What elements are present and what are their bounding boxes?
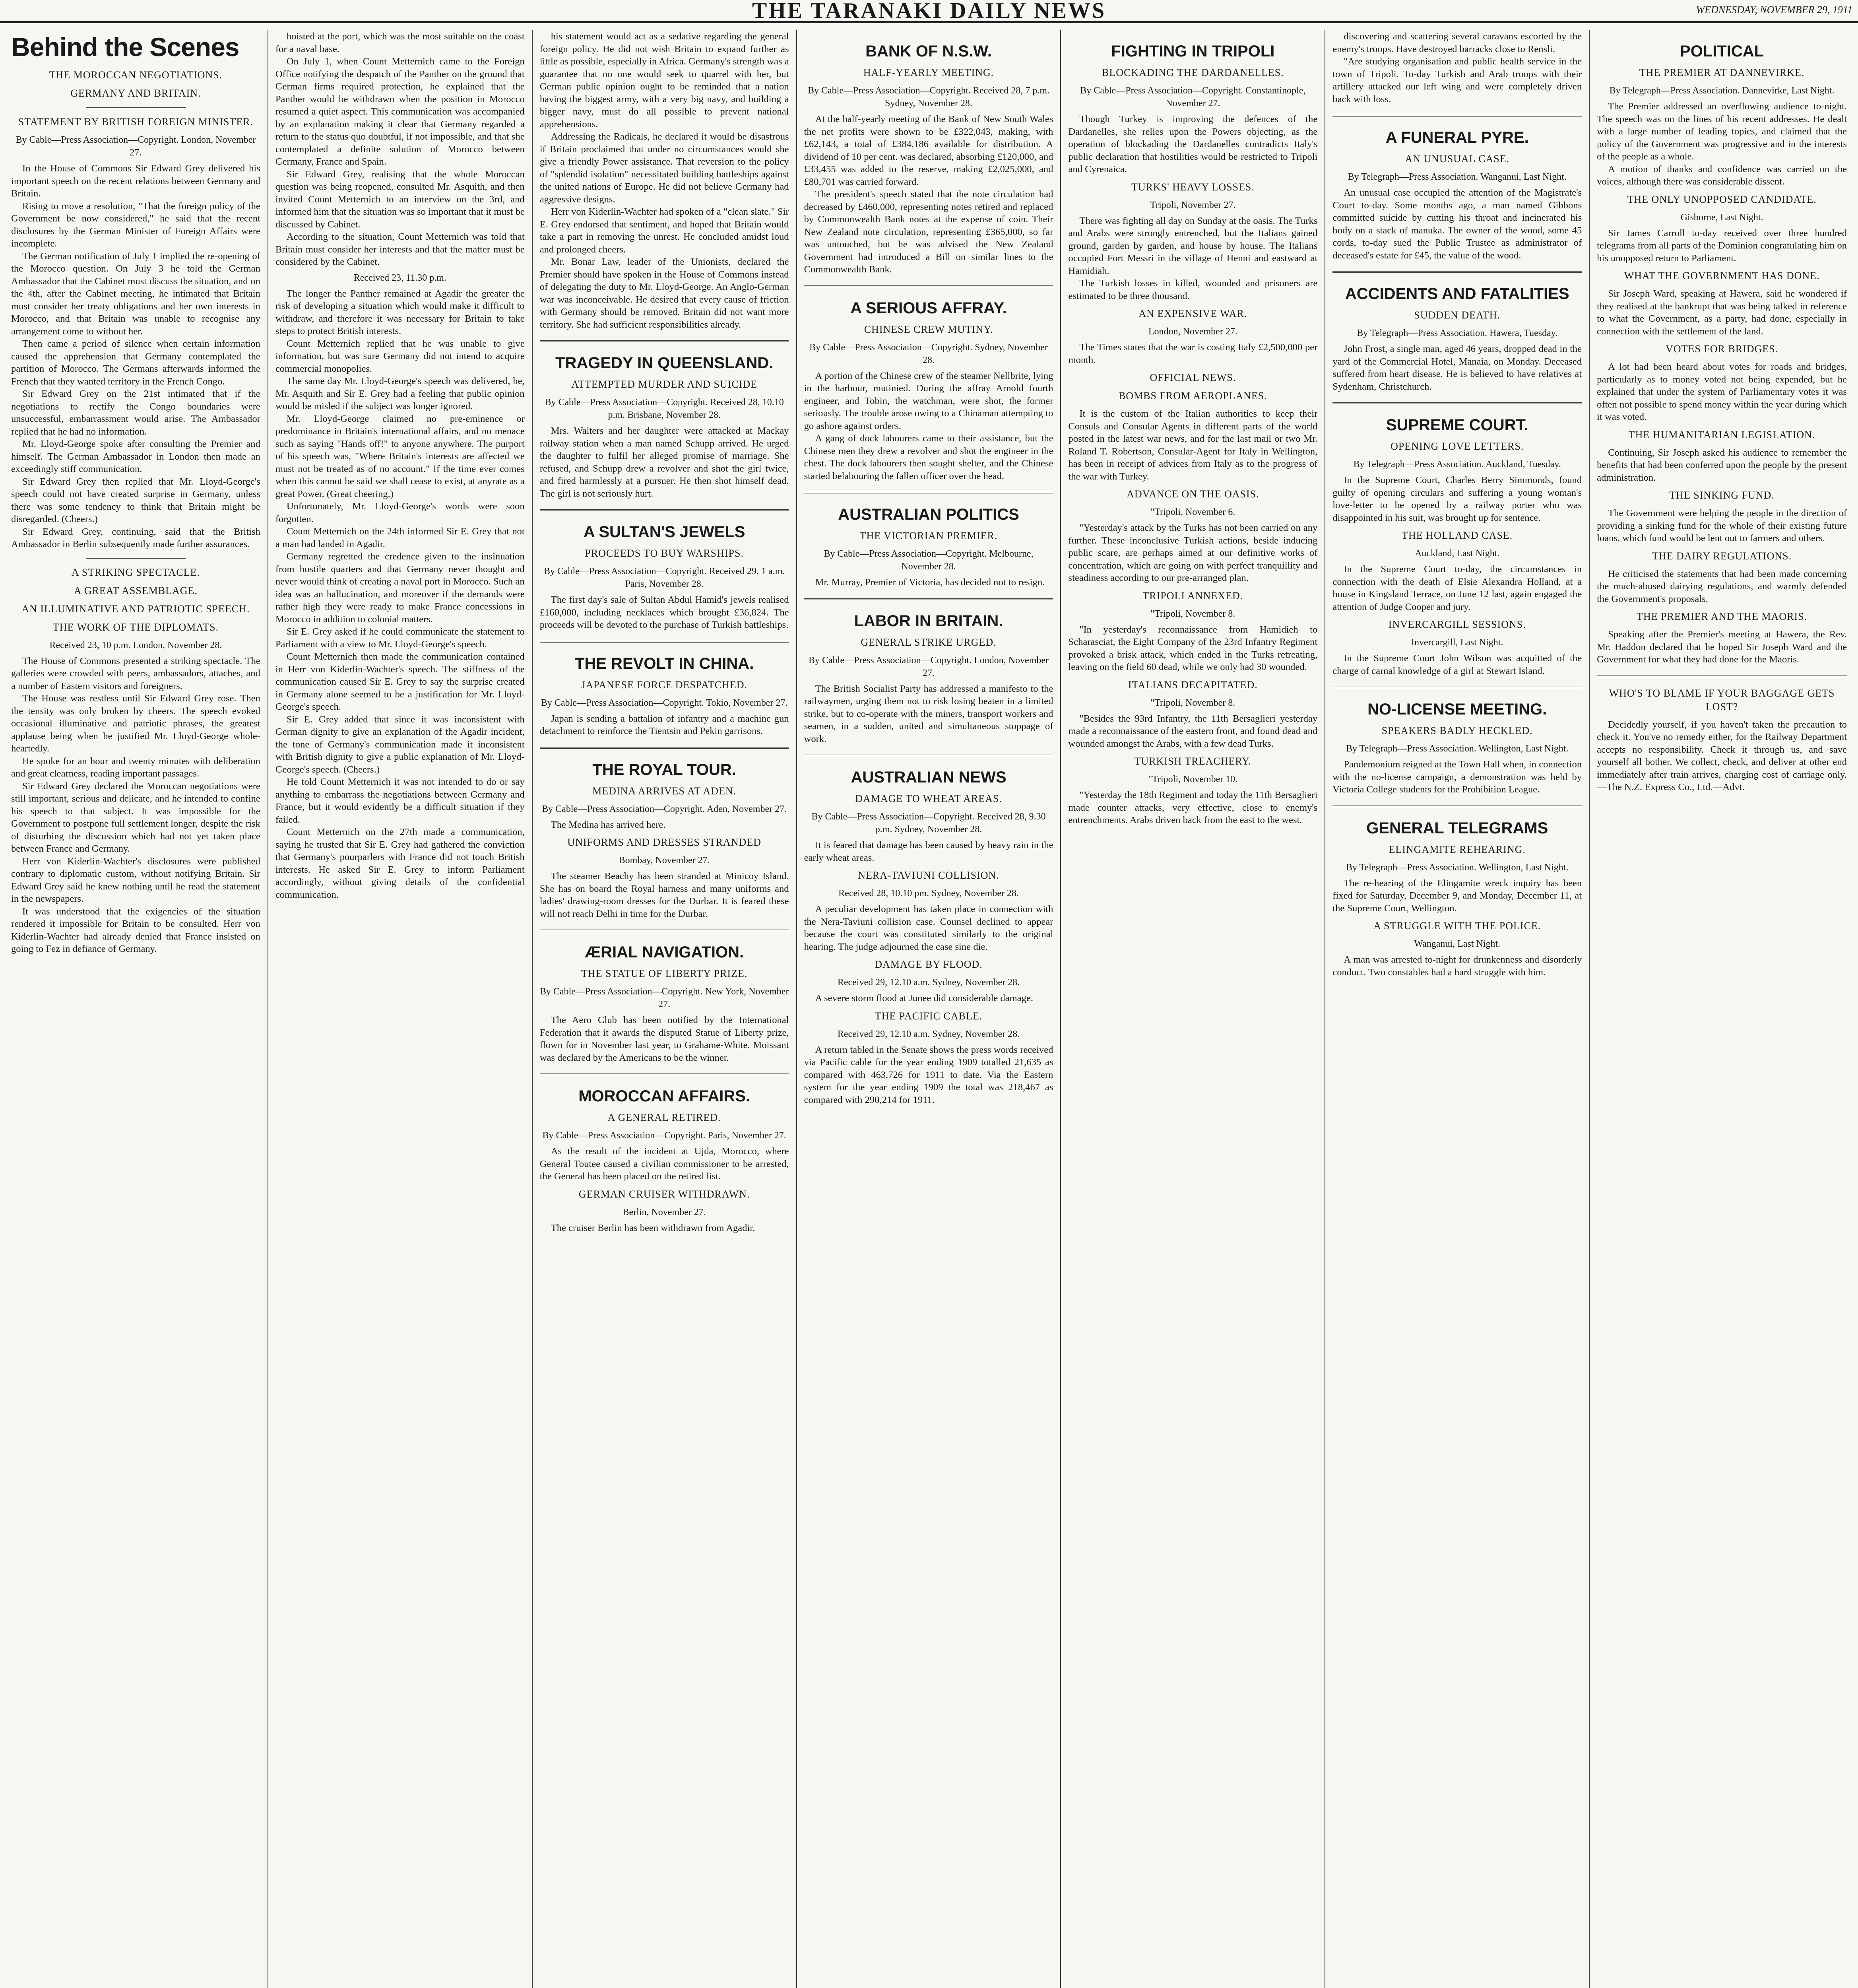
dateline: Wanganui, Last Night. xyxy=(1414,939,1501,949)
dateline: London, November 27. xyxy=(1148,326,1237,337)
subhead: A STRIKING SPECTACLE. xyxy=(71,566,200,578)
column-5 xyxy=(1061,30,1325,1988)
headline-fighting-in-tripoli: FIGHTING IN TRIPOLI xyxy=(1111,43,1275,60)
subhead: A GENERAL RETIRED. xyxy=(607,1112,721,1123)
subhead: THE VICTORIAN PREMIER. xyxy=(859,530,998,542)
dateline: By Cable—Press Association—Copyright. New York, November 27. xyxy=(539,986,789,1010)
paragraph: The Government were helping the people in the direction of providing a sinking fund for the whole of their existing future loans, which fund would be lent out to farmers and others. xyxy=(1597,508,1847,544)
advertisement-text: Decidedly yourself, if you haven't taken the precaution to check it. You've no remedy either, for the Railway Department accepts no responsibility. Check it through us, and save yourself all bother. We collect, check, and deliver at other end immediately after train arrives, charging cost of carriage only.—The N.Z. Express Co., Ltd.—Advt. xyxy=(1597,719,1847,792)
subhead: WHO'S TO BLAME IF YOUR BAGGAGE GETS LOST? xyxy=(1609,687,1835,712)
dateline: Berlin, November 27. xyxy=(623,1207,706,1217)
dateline: Gisborne, Last Night. xyxy=(1680,212,1763,223)
dateline: By Cable—Press Association—Copyright. Tokio, November 27. xyxy=(541,697,788,708)
subhead: JAPANESE FORCE DESPATCHED. xyxy=(581,679,748,691)
paragraph: Sir Edward Grey, continuing, said that the British Ambassador in Berlin subsequently made further assurances. xyxy=(11,526,260,549)
column-3 xyxy=(533,30,797,1988)
dateline: "Tripoli, November 6. xyxy=(1150,507,1235,517)
dateline: Tripoli, November 27. xyxy=(1150,200,1236,210)
paragraph: Addressing the Radicals, he declared it would be disastrous if Britain proclaimed that under no circumstances would she give a friendly Power assistance. That reversion to the policy of "splendid isolation" necessitated building battleships against the united nations of Europe. He did not believe Germany had aggressive designs. xyxy=(539,131,789,205)
subhead: THE WORK OF THE DIPLOMATS. xyxy=(52,621,219,633)
paragraph: The re-hearing of the Elingamite wreck inquiry has been fixed for Saturday, December 9, and Monday, December 11, at the Supreme Court, Wellington. xyxy=(1332,878,1582,914)
paragraph: According to the situation, Count Metternich was told that Britain must consider her interests and that the matter must be considered by the Cabinet. xyxy=(275,231,525,267)
dateline: Received 23, 11.30 p.m. xyxy=(353,272,446,283)
paragraph: The Turkish losses in killed, wounded and prisoners are estimated to be three thousand. xyxy=(1068,278,1318,301)
paragraph: Herr von Kiderlin-Wachter's disclosures were published contrary to diplomatic custom, without notifying Britain. Sir Edward Grey said he knew nothing until he read the statement in the newspapers. xyxy=(11,856,260,904)
headline-funeral-pyre: A FUNERAL PYRE. xyxy=(1385,129,1529,146)
divider xyxy=(86,558,186,559)
section-divider xyxy=(540,930,789,931)
paragraph: The same day Mr. Lloyd-George's speech was delivered, he, Mr. Asquith and Sir E. Grey had a feeling that public opinion would be misled if the subject was longer ignored. xyxy=(275,376,525,412)
paragraph: Sir E. Grey asked if he could communicate the statement to Parliament with a view to Mr. Lloyd-George's speech. xyxy=(275,626,525,650)
subhead: INVERCARGILL SESSIONS. xyxy=(1388,619,1526,630)
section-divider xyxy=(1597,676,1847,677)
dateline: Auckland, Last Night. xyxy=(1415,548,1500,559)
paragraph: A peculiar development has taken place in connection with the Nera-Taviuni collision case. Counsel declined to appear because the court was constituted similarly to the original hearing. The judge adjourned the case sine die. xyxy=(804,904,1053,952)
paragraph: Herr von Kiderlin-Wachter had spoken of a "clean slate." Sir E. Grey endorsed that sentiment, and hoped that Britain would take a part in removing the unrest. He concluded amidst loud and prolonged cheers. xyxy=(539,206,789,255)
headline-bank-of-nsw: BANK OF N.S.W. xyxy=(865,43,992,60)
section-divider xyxy=(1332,687,1582,688)
paragraph: The House of Commons presented a striking spectacle. The galleries were crowded with peers, ambassadors, attaches, and a number of Eastern visitors and foreigners. xyxy=(11,655,260,691)
paragraph: "In yesterday's reconnaissance from Hamidieh to Scharasciat, the Eight Company of the 23rd Infantry Regiment provoked a brisk attack, which ended in the Turks retreating, leaving on the field 60 dead, while we only had 30 wounded. xyxy=(1068,624,1318,672)
paragraph: The cruiser Berlin has been withdrawn from Agadir. xyxy=(551,1222,755,1233)
paragraph: The longer the Panther remained at Agadir the greater the risk of developing a situation which would make it difficult to withdraw, and therefore it was necessary for Britain to take steps to protect British interests. xyxy=(275,288,525,336)
paragraph: The House was restless until Sir Edward Grey rose. Then the tensity was only broken by cheers. The speech evoked occasional illuminative and patriotic phrases, the greatest applause being when he justified Mr. Lloyd-George whole-heartedly. xyxy=(11,693,260,754)
paragraph: Unfortunately, Mr. Lloyd-George's words were soon forgotten. xyxy=(275,501,525,524)
subhead: THE MOROCCAN NEGOTIATIONS. xyxy=(49,69,223,81)
paragraph: Sir Edward Grey, realising that the whole Moroccan question was being reopened, consulted Mr. Asquith, and then invited Count Metternich to an interview on the 3rd, and informed him that the situation was so important that it must be discussed by Cabinet. xyxy=(275,169,525,230)
subhead: THE STATUE OF LIBERTY PRIZE. xyxy=(581,968,748,979)
paragraph: Mr. Murray, Premier of Victoria, has decided not to resign. xyxy=(815,577,1045,588)
paragraph: In the Supreme Court John Wilson was acquitted of the charge of carnal knowledge of a girl at Stewart Island. xyxy=(1332,653,1582,676)
paragraph: Continuing, Sir Joseph asked his audience to remember the benefits that had been conferred upon the people by the present administration. xyxy=(1597,447,1847,483)
dateline: By Cable—Press Association—Copyright. Received 28, 7 p.m. Sydney, November 28. xyxy=(808,85,1049,109)
paragraph: He spoke for an hour and twenty minutes with deliberation and great clearness, reading important passages. xyxy=(11,755,260,779)
dateline: By Cable—Press Association—Copyright. Received 28, 10.10 p.m. Brisbane, November 28. xyxy=(545,397,784,420)
subhead: VOTES FOR BRIDGES. xyxy=(1666,343,1778,355)
subhead: NERA-TAVIUNI COLLISION. xyxy=(858,870,999,881)
dateline: "Tripoli, November 10. xyxy=(1148,774,1238,784)
dateline: By Cable—Press Association—Copyright. Melbourne, November 28. xyxy=(824,549,1034,572)
section-divider xyxy=(804,755,1053,756)
subhead: THE PREMIER AT DANNEVIRKE. xyxy=(1639,67,1805,78)
paragraph: Germany regretted the credence given to the insinuation from hostile quarters and that Germany never thought and never would think of creating a naval port in Morocco. Such an idea was an hallucination, and moreover if the demands were rather high they were ready to make France concessions in Morocco in addition to colonial matters. xyxy=(275,551,525,625)
dateline: "Tripoli, November 8. xyxy=(1150,608,1235,619)
section-divider xyxy=(540,747,789,749)
subhead: THE PACIFIC CABLE. xyxy=(875,1010,983,1022)
headline-tragedy-in-queensland: TRAGEDY IN QUEENSLAND. xyxy=(555,354,774,372)
newspaper-title: THE TARANAKI DAILY NEWS xyxy=(752,0,1106,23)
subhead: SUDDEN DEATH. xyxy=(1414,309,1501,321)
paragraph: "Besides the 93rd Infantry, the 11th Bersaglieri yesterday made a reconnaissance of the eastern front, and found dead and wounded amongst the Arabs, with a few dead Turks. xyxy=(1068,713,1318,749)
paragraph: his statement would act as a sedative regarding the general foreign policy. He did not wish Britain to expand further as little as possible, especially in Africa. Germany's strength was a guarantee that no one would seek to quarrel with her, but German public opinion ought to be reminded that a nation having the biggest army, with a very big navy, and building a bigger navy, must do all possible to prevent national apprehensions. xyxy=(539,31,789,130)
paragraph: In the Supreme Court to-day, the circumstances in connection with the death of Elsie Alexandra Holland, at a house in Kingsland Terrace, on June 12 last, again engaged the attention of Judge Cooper and jury. xyxy=(1332,564,1582,612)
dateline: By Telegraph—Press Association. Hawera, Tuesday. xyxy=(1357,328,1558,338)
dateline: Received 29, 12.10 a.m. Sydney, November 28. xyxy=(837,977,1020,988)
headline-no-license-meeting: NO-LICENSE MEETING. xyxy=(1367,701,1547,718)
subhead: THE HUMANITARIAN LEGISLATION. xyxy=(1628,429,1815,441)
column-4 xyxy=(797,30,1061,1988)
column-7 xyxy=(1590,30,1854,1988)
paragraph: Count Metternich then made the communication contained in Herr von Kiderlin-Wachter's speech. The stiffness of the communication caused Sir E. Grey to say the surprise created in Germany alone seemed to be a justification for Mr. Lloyd-George's speech. xyxy=(275,651,525,712)
section-divider xyxy=(1332,115,1582,116)
paragraph: The Premier addressed an overflowing audience to-night. The speech was on the lines of his recent addresses. He dealt with a large number of leading topics, and claimed that the policy of the Government was progressive and in the interests of the people as a whole. xyxy=(1597,101,1847,162)
section-divider xyxy=(804,492,1053,493)
paragraph: "Yesterday's attack by the Turks has not been carried on any further. These inconclusive Turkish actions, beside inducing public scare, are perhaps aimed at our definitive works of concentration, which are going on with perfect tranquillity and steadiness according to our pre-arranged plan. xyxy=(1068,522,1318,583)
subhead: AN ILLUMINATIVE AND PATRIOTIC SPEECH. xyxy=(21,603,250,615)
paragraph: Sir E. Grey added that since it was inconsistent with German dignity to give an explanation of the Agadir incident, the tone of Germany's communication made it inconsistent with British dignity to give a public explanation of Mr. Lloyd-George's speech. (Cheers.) xyxy=(275,714,525,775)
column-6 xyxy=(1325,30,1590,1988)
paragraph: An unusual case occupied the attention of the Magistrate's Court to-day. Some months ago, a man named Gibbons committed suicide by cutting his throat and incinerated his body on a stack of manuka. The owner of the wood, some 45 cords, to-day sued the Public Trustee as administrator of deceased's estate for £45, the value of the wood. xyxy=(1332,187,1582,261)
headline-aerial-navigation: ÆRIAL NAVIGATION. xyxy=(585,944,744,961)
subhead: THE DAIRY REGULATIONS. xyxy=(1652,550,1792,562)
headline-political: POLITICAL xyxy=(1680,43,1764,60)
subhead: A STRUGGLE WITH THE POLICE. xyxy=(1373,920,1541,932)
paragraph: John Frost, a single man, aged 46 years, dropped dead in the yard of the Commercial Hotel, Manaia, on Monday. Deceased suffered from heart disease. He is believed to have relatives at Sydenham, Christchurch. xyxy=(1332,344,1582,392)
dateline: By Cable—Press Association—Copyright. Sydney, November 28. xyxy=(809,342,1048,365)
subhead: THE ONLY UNOPPOSED CANDIDATE. xyxy=(1627,193,1817,205)
paragraph: Sir James Carroll to-day received over three hundred telegrams from all parts of the Dominion congratulating him on his unopposed return to Parliament. xyxy=(1597,227,1847,264)
subhead: BOMBS FROM AEROPLANES. xyxy=(1118,390,1267,402)
subhead: GERMANY AND BRITAIN. xyxy=(70,87,201,99)
paragraph: The first day's sale of Sultan Abdul Hamid's jewels realised £160,000, including necklaces which brought £36,824. The proceeds will be devoted to the purchase of Turkish battleships. xyxy=(539,594,789,630)
section-divider xyxy=(804,598,1053,600)
subhead: THE SINKING FUND. xyxy=(1669,489,1775,501)
paragraph: There was fighting all day on Sunday at the oasis. The Turks and Arabs were strongly entrenched, but the Italians gained ground, garden by garden, and house by house. The Italians occupied Fort Messri in the village of Henni and eastward at Hamidiah. xyxy=(1068,215,1318,276)
dateline: By Telegraph—Press Association. Wellington, Last Night. xyxy=(1346,862,1569,873)
section-divider xyxy=(540,1074,789,1075)
paragraph: The German notification of July 1 implied the re-opening of the Morocco question. On July 3 he told the German Ambassador that the Cabinet must discuss the situation, and on the 4th, after the Cabinet meeting, he intimated that Britain must consider her treaty obligations and her own interests in Morocco, and that Britain was unable to recognise any arrangement come to without her. xyxy=(11,250,260,337)
dateline: Received 29, 12.10 a.m. Sydney, November 28. xyxy=(837,1029,1020,1039)
column-1 xyxy=(4,30,268,1988)
section-divider xyxy=(1332,806,1582,807)
subhead: ADVANCE ON THE OASIS. xyxy=(1127,488,1259,500)
dateline: By Cable—Press Association—Copyright. Received 29, 1 a.m. Paris, November 28. xyxy=(543,566,785,589)
paragraph: Sir Edward Grey declared the Moroccan negotiations were still important, serious and delicate, and he intended to confine his speech to that subject. It was impossible for the Government to postpone full settlement longer, despite the risk of disturbing the discussion which had not yet taken place between France and Germany. xyxy=(11,780,260,854)
paragraph: At the half-yearly meeting of the Bank of New South Wales the net profits were shown to be £322,043, making, with £62,143, a total of £384,186 available for distribution. A dividend of 10 per cent. was declared, absorbing £120,000, and £33,455 was added to the reserve, making £2,025,000, and £80,701 was carried forward. xyxy=(804,114,1053,187)
paragraph: A gang of dock labourers came to their assistance, but the Chinese men they drew a revolver and shot the engineer in the chest. The dock labourers then sought shelter, and the Chinese started belabouring the fallen officer over the head. xyxy=(804,433,1053,481)
section-divider xyxy=(1332,271,1582,273)
headline-serious-affray: A SERIOUS AFFRAY. xyxy=(850,299,1007,317)
paragraph: A motion of thanks and confidence was carried on the voices, although there was considerable dissent. xyxy=(1597,163,1847,187)
paragraph: He told Count Metternich it was not intended to do or say anything to embarrass the negotiations between Germany and France, but it would evidently be a difficult situation if they failed. xyxy=(275,777,525,825)
subhead: TURKS' HEAVY LOSSES. xyxy=(1131,181,1255,193)
subhead: STATEMENT BY BRITISH FOREIGN MINISTER. xyxy=(18,116,254,128)
paragraph: Mrs. Walters and her daughter were attacked at Mackay railway station when a man named Schupp arrived. He urged the daughter to fulfil her alleged promise of marriage. She refused, and Schupp drew a revolver and shot the girl twice, and fired harmlessly at a pursuer. He then shot himself dead. The girl is not seriously hurt. xyxy=(539,425,789,499)
subhead: AN EXPENSIVE WAR. xyxy=(1138,308,1247,319)
paragraph: Speaking after the Premier's meeting at Hawera, the Rev. Mr. Haddon declared that he hoped Sir Joseph Ward and the Government for what they had done for the Maoris. xyxy=(1597,629,1847,665)
dateline: Invercargill, Last Night. xyxy=(1411,637,1503,648)
paragraph: Then came a period of silence when certain information caused the apprehension that Germany contemplated the partition of Morocco. The Germans afterwards informed the French that they wanted territory in the French Congo. xyxy=(11,338,260,387)
subhead: CHINESE CREW MUTINY. xyxy=(864,323,993,335)
section-divider xyxy=(540,509,789,511)
paragraph: The Times states that the war is costing Italy £2,500,000 per month. xyxy=(1068,342,1318,365)
headline-supreme-court: SUPREME COURT. xyxy=(1386,416,1528,434)
paragraph: Count Metternich on the 24th informed Sir E. Grey that not a man had landed in Agadir. xyxy=(275,526,525,549)
paragraph: A severe storm flood at Junee did considerable damage. xyxy=(815,993,1033,1004)
headline-revolt-in-china: THE REVOLT IN CHINA. xyxy=(574,654,754,672)
paragraph: Rising to move a resolution, "That the foreign policy of the Government be now considered," he said that the recent disclosures by the German Minister of Foreign Affairs were incomplete. xyxy=(11,200,260,249)
dateline: By Cable—Press Association—Copyright. London, November 27. xyxy=(809,655,1049,678)
paragraph: It was understood that the exigencies of the situation rendered it impossible for Britain to be consulted. Herr von Kiderlin-Wachter had already denied that France insisted on going to Fez in defiance of Germany. xyxy=(11,906,260,954)
subhead: ITALIANS DECAPITATED. xyxy=(1128,679,1258,691)
headline-moroccan-affairs: MOROCCAN AFFAIRS. xyxy=(578,1087,751,1105)
subhead: TURKISH TREACHERY. xyxy=(1134,755,1252,767)
subhead: DAMAGE BY FLOOD. xyxy=(875,959,983,970)
masthead xyxy=(0,0,1858,23)
headline-australian-politics: AUSTRALIAN POLITICS xyxy=(838,506,1019,523)
paragraph: Mr. Lloyd-George spoke after consulting the Premier and himself. The German Ambassador in London then made an exceedingly stiff communication. xyxy=(11,439,260,474)
subhead: SPEAKERS BADLY HECKLED. xyxy=(1381,725,1533,736)
paragraph: It is feared that damage has been caused by heavy rain in the early wheat areas. xyxy=(804,840,1053,863)
divider xyxy=(86,107,186,108)
headline-a-sultans-jewels: A SULTAN'S JEWELS xyxy=(583,523,745,541)
paragraph: The president's speech stated that the note circulation had decreased by £460,000, representing notes retired and replaced by Commonwealth Bank notes at the expense of coin. Their New Zealand note circulation, representing £365,000, so far was untouched, but he was advised the New Zealand Government had introduced a Bill on similar lines to the Commonwealth Bank. xyxy=(804,189,1053,275)
section-divider xyxy=(540,340,789,342)
paragraph: discovering and scattering several caravans escorted by the enemy's troops. Have destroyed barracks close to Rensli. xyxy=(1332,31,1582,54)
paragraph: A return tabled in the Senate shows the press words received via Pacific cable for the year ending 1909 totalled 21,635 as compared with 463,726 for 1911 to date. Via the Eastern system for the year ending 1909 the total was 218,467 as compared with 290,214 for 1911. xyxy=(804,1044,1053,1105)
subhead: ATTEMPTED MURDER AND SUICIDE xyxy=(571,379,758,390)
paragraph: A portion of the Chinese crew of the steamer Nellbrite, lying in the harbour, mutinied. During the affray Arnold fourth engineer, and Tobin, the watchman, were shot, the former seriously. The trouble arose owing to a Chinaman attempting to go ashore against orders. xyxy=(804,370,1053,431)
paragraph: Sir Joseph Ward, speaking at Hawera, said he wondered if they realised at the bankrupt that was being talked in reference to what the Government, as a party, had done, especially in connection with the settlement of the land. xyxy=(1597,288,1847,337)
subhead: AN UNUSUAL CASE. xyxy=(1405,153,1510,165)
subhead: DAMAGE TO WHEAT AREAS. xyxy=(855,793,1002,804)
subhead: BLOCKADING THE DARDANELLES. xyxy=(1102,67,1284,78)
subhead: THE PREMIER AND THE MAORIS. xyxy=(1637,611,1807,622)
paragraph: Japan is sending a battalion of infantry and a machine gun detachment to reinforce the Tientsin and Pekin garrisons. xyxy=(539,713,789,736)
headline-general-telegrams: GENERAL TELEGRAMS xyxy=(1366,819,1548,837)
paragraph: A man was arrested to-night for drunkenness and disorderly conduct. Two constables had a hard struggle with him. xyxy=(1332,954,1582,978)
section-divider xyxy=(540,641,789,643)
headline-behind-the-scenes: Behind the Scenes xyxy=(11,32,239,62)
dateline: By Cable—Press Association—Copyright. Constantinople, November 27. xyxy=(1080,85,1306,109)
headline-australian-news: AUSTRALIAN NEWS xyxy=(851,769,1007,786)
dateline: By Cable—Press Association—Copyright. Paris, November 27. xyxy=(542,1130,786,1141)
dateline: "Tripoli, November 8. xyxy=(1150,697,1235,708)
dateline: Received 23, 10 p.m. London, November 28. xyxy=(49,640,222,650)
subhead: OPENING LOVE LETTERS. xyxy=(1391,441,1524,452)
paragraph: Count Metternich replied that he was unable to give information, but was sure Germany did not intend to acquire commercial monopolies. xyxy=(275,338,525,374)
subhead: GENERAL STRIKE URGED. xyxy=(861,636,997,648)
dateline: By Telegraph—Press Association. Wanganui, Last Night. xyxy=(1348,172,1567,182)
paragraph: Mr. Bonar Law, leader of the Unionists, declared the Premier should have spoken in the House of Commons instead of delegating the duty to Mr. Lloyd-George. An Anglo-German war was inconceivable. He desired that every cause of friction with Germany should be removed. Britain did not want more territory. She had sufficient responsibilities already. xyxy=(539,256,789,330)
dateline: By Cable—Press Association—Copyright. Received 28, 9.30 p.m. Sydney, November 28. xyxy=(811,812,1046,835)
headline-royal-tour: THE ROYAL TOUR. xyxy=(592,761,736,779)
paragraph: The Aero Club has been notified by the International Federation that it awards the disputed Statue of Liberty prize, flown for in November last year, to Grahame-White. Moissant was declared by the Americans to be the winner. xyxy=(539,1015,789,1063)
dateline: By Telegraph—Press Association. Auckland, Tuesday. xyxy=(1353,459,1561,470)
subhead: THE HOLLAND CASE. xyxy=(1402,530,1513,541)
dateline: By Cable—Press Association—Copyright. London, November 27. xyxy=(16,135,256,158)
paragraph: The steamer Beachy has been stranded at Minicoy Island. She has on board the Royal harness and many uniforms and ladies' drawing-room dresses for the Durbar. It is feared these will not reach Delhi in time for the Durbar. xyxy=(539,871,789,919)
paragraph: "Are studying organisation and public health service in the town of Tripoli. To-day Turkish and Arab troops with their artillery attacked our left wing and were completely driven back with loss. xyxy=(1332,56,1582,105)
subhead: GERMAN CRUISER WITHDRAWN. xyxy=(578,1188,750,1200)
paragraph: Though Turkey is improving the defences of the Dardanelles, she relies upon the Powers objecting, as the operation of blockading the Dardanelles contradicts Italy's public declaration that hostilities would be restricted to Tripoli and Cyrenaica. xyxy=(1068,114,1318,175)
dateline: By Cable—Press Association—Copyright. Aden, November 27. xyxy=(542,804,787,814)
paragraph: He criticised the statements that had been made concerning the much-abused dairying regulations, and warmly defended the Government's proposals. xyxy=(1597,568,1847,604)
paragraph: On July 1, when Count Metternich came to the Foreign Office notifying the despatch of the Panther on the ground that German firms required protection, he explained that the Panther would be withdrawn when the position in Morocco resumed a quiet aspect. This communication was accompanied by an explanation making it clear that Germany regarded a return to the status quo doubtful, if not impossible, and that she contemplated a definite solution of Morocco between Germany, France and Spain. xyxy=(275,56,525,167)
paragraph: hoisted at the port, which was the most suitable on the coast for a naval base. xyxy=(275,31,525,54)
paragraph: In the House of Commons Sir Edward Grey delivered his important speech on the recent relations between Germany and Britain. xyxy=(11,163,260,199)
paragraph: As the result of the incident at Ujda, Morocco, where General Toutee caused a civilian commissioner to be arrested, the General has been placed on the retired list. xyxy=(539,1146,789,1182)
paragraph: Sir Edward Grey then replied that Mr. Lloyd-George's speech could not have created surprise in Germany, unless there was some tendency to think that Britain might be disregarded. (Cheers.) xyxy=(11,476,260,524)
subhead: MEDINA ARRIVES AT ADEN. xyxy=(592,785,737,797)
dateline: By Telegraph—Press Association. Wellington, Last Night. xyxy=(1346,744,1569,754)
dateline: Bombay, November 27. xyxy=(619,855,710,866)
subhead: OFFICIAL NEWS. xyxy=(1150,372,1236,383)
page-columns xyxy=(0,23,1858,1988)
issue-date: WEDNESDAY, NOVEMBER 29, 1911 xyxy=(1696,4,1852,16)
subhead: ELINGAMITE REHEARING. xyxy=(1389,843,1526,855)
subhead: HALF-YEARLY MEETING. xyxy=(863,67,994,78)
headline-accidents-and-fatalities: ACCIDENTS AND FATALITIES xyxy=(1345,285,1569,303)
paragraph: The Medina has arrived here. xyxy=(551,819,666,830)
subhead: PROCEEDS TO BUY WARSHIPS. xyxy=(585,547,744,559)
paragraph: Count Metternich on the 27th made a communication, saying he trusted that Sir E. Grey had gathered the conviction that Germany's pourparlers with France did not touch British interests. He asked Sir E. Grey to inform Parliament accordingly, without giving details of the confidential communication. xyxy=(275,827,525,900)
paragraph: It is the custom of the Italian authorities to keep their Consuls and Consular Agents in different parts of the world posted in the latest war news, and for the last mail or two Mr. Roland T. Robertson, Consular-Agent for Italy in Wellington, has been in receipt of advices from Italy as to the progress of the war with Turkey. xyxy=(1068,408,1318,482)
headline-labor-in-britain: LABOR IN BRITAIN. xyxy=(854,612,1003,630)
paragraph: Pandemonium reigned at the Town Hall when, in connection with the no-license campaign, a demonstration was held by Victoria College students for the Prohibition League. xyxy=(1332,759,1582,795)
column-2 xyxy=(268,30,533,1988)
subhead: TRIPOLI ANNEXED. xyxy=(1142,590,1243,602)
paragraph: Sir Edward Grey on the 21st intimated that if the negotiations to rectify the Congo boundaries were unsuccessful, embarrassment would arise. The Ambassador replied that he had no information. xyxy=(11,388,260,437)
subhead: A GREAT ASSEMBLAGE. xyxy=(74,584,198,596)
section-divider xyxy=(1332,402,1582,404)
dateline: By Telegraph—Press Association. Dannevirke, Last Night. xyxy=(1609,85,1835,96)
section-divider xyxy=(804,285,1053,287)
subhead: WHAT THE GOVERNMENT HAS DONE. xyxy=(1624,270,1820,282)
paragraph: In the Supreme Court, Charles Berry Simmonds, found guilty of opening circulars and suffering a young woman's love-letter to be opened by a railway porter who was disappointed in his suit, was brought up for sentence. xyxy=(1332,475,1582,523)
subhead: UNIFORMS AND DRESSES STRANDED xyxy=(567,837,761,848)
paragraph: A lot had been heard about votes for roads and bridges, particularly as to money voted not being expended, but he explained that under the system of Parliamentary votes it was often not possible to spend money within the year during which it was voted. xyxy=(1597,361,1847,422)
paragraph: "Yesterday the 18th Regiment and today the 11th Bersaglieri made counter attacks, very effective, close to enemy's entrenchments. Arabs driven back from the east to the west. xyxy=(1068,790,1318,825)
paragraph: The British Socialist Party has addressed a manifesto to the railwaymen, urging them not to risk losing beaten in a limited strike, but to co-operate with the miners, transport workers and seamen, in a sudden, united and simultaneous stoppage of work. xyxy=(804,683,1053,744)
dateline: Received 28, 10.10 pm. Sydney, November 28. xyxy=(838,888,1019,899)
paragraph: Mr. Lloyd-George claimed no pre-eminence or predominance in Britain's international affairs, and no menace such as saying "Hands off!" to anyone anywhere. The purport of his speech was, "Where Britain's interests are affected we must not be treated as of no account." If the time ever comes when this cannot be said we shall cease to exist, at anyrate as a great Power. (Great cheering.) xyxy=(275,413,525,499)
